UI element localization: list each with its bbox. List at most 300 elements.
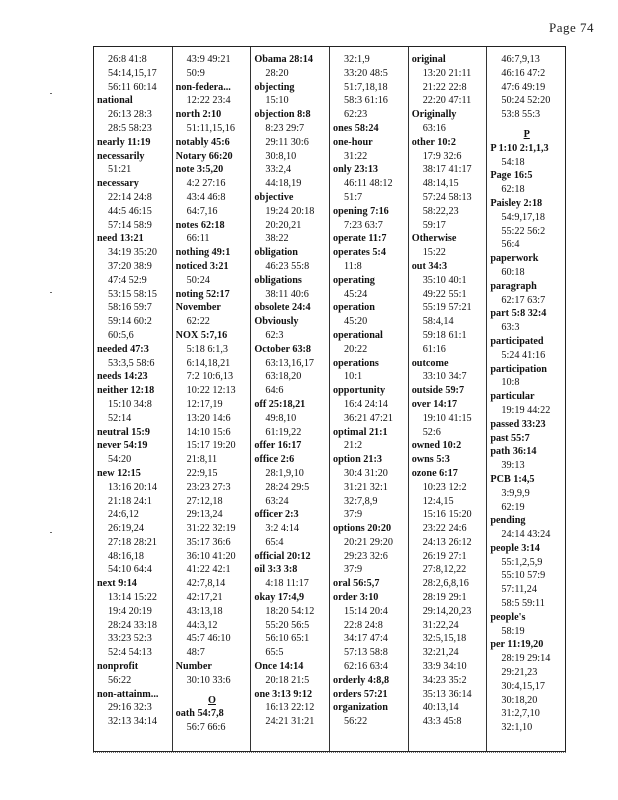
index-reference: 22:20 47:11: [422, 95, 472, 107]
index-entry: notably 45:6: [175, 136, 230, 148]
index-reference: 28:24 33:18: [108, 619, 157, 631]
index-entry: oil 3:3 3:8: [254, 564, 298, 576]
index-entry: out 34:3: [411, 260, 448, 272]
index-column-3: [251, 47, 330, 751]
index-reference: 33:2,4: [265, 164, 292, 176]
index-reference: 55:22 56:2: [501, 225, 546, 237]
index-reference: 4:18 11:17: [265, 578, 309, 590]
index-reference: 47:6 49:19: [501, 81, 546, 93]
index-entry: needs 14:23: [97, 371, 148, 383]
index-reference: 24:6,12: [108, 509, 139, 521]
index-reference: 13:14 15:22: [108, 592, 157, 604]
index-reference: 49:8,10: [265, 412, 297, 424]
index-reference: 64:6: [265, 385, 284, 397]
index-reference: 12:22 23:4: [186, 95, 231, 107]
index-reference: 62:16 63:4: [344, 661, 388, 673]
index-reference: 32:5,15,18: [422, 633, 467, 645]
index-reference: 5:18 6:1,3: [186, 343, 228, 355]
index-reference: 49:22 55:1: [422, 288, 467, 300]
index-reference: 15:14 20:4: [344, 605, 388, 617]
index-entry: owned 10:2: [411, 440, 462, 452]
index-reference: 30:4 31:20: [344, 467, 388, 479]
word-index-table: [93, 46, 566, 752]
index-entry: necessarily: [97, 150, 145, 162]
index-reference: 28:2,6,8,16: [422, 578, 469, 590]
index-reference: 31:22 32:19: [186, 523, 236, 535]
index-entry: operational: [333, 329, 383, 341]
index-reference: 54:18: [501, 156, 525, 168]
index-reference: 7:23 63:7: [344, 219, 383, 231]
index-column-6: [487, 47, 565, 751]
index-entry: participated: [490, 335, 544, 347]
index-reference: 3:2 4:14: [265, 523, 300, 535]
index-reference: 46:11 48:12: [344, 178, 393, 190]
index-reference: 27:12,18: [186, 495, 223, 507]
bottom-rule: [93, 752, 566, 753]
index-reference: 30:4,15,17: [501, 680, 545, 692]
index-reference: 50:24 52:20: [501, 95, 551, 107]
index-entry: next 9:14: [97, 578, 137, 590]
index-entry: passed 33:23: [490, 418, 546, 430]
index-entry: P 1:10 2:1,1,3: [490, 142, 549, 154]
index-entry: orderly 4:8,8: [333, 674, 390, 686]
index-entry: PCB 1:4,5: [490, 473, 535, 485]
index-reference: 38:11 40:6: [265, 288, 309, 300]
index-reference: 66:11: [186, 233, 210, 245]
index-reference: 29:14,20,23: [422, 605, 472, 617]
index-entry: opportunity: [333, 385, 386, 397]
index-reference: 40:13,14: [422, 702, 459, 714]
index-reference: 55:10 57:9: [501, 570, 546, 582]
index-reference: 55:20 56:5: [265, 619, 310, 631]
index-reference: 37:9: [344, 564, 363, 576]
section-letter: [176, 694, 249, 708]
index-reference: 45:20: [344, 316, 368, 328]
index-entry: objecting: [254, 81, 295, 93]
index-reference: 29:21,23: [501, 667, 538, 679]
index-reference: 10:1: [344, 371, 363, 383]
index-entry: other 10:2: [411, 136, 456, 148]
index-entry: outcome: [411, 357, 449, 369]
index-reference: 41:22 42:1: [186, 564, 231, 576]
index-reference: 36:10 41:20: [186, 550, 236, 562]
index-reference: 26:19,24: [108, 523, 144, 535]
index-reference: 19:10 41:15: [422, 412, 472, 424]
index-reference: 35:13 36:14: [422, 688, 472, 700]
index-reference: 54:10 64:4: [108, 564, 152, 576]
index-reference: 46:16 47:2: [501, 67, 546, 79]
index-entry: nonprofit: [97, 661, 139, 673]
index-reference: 15:10: [265, 95, 289, 107]
index-reference: 30:8,10: [265, 150, 297, 162]
index-reference: 23:22 24:6: [422, 523, 467, 535]
index-reference: 52:6: [422, 426, 441, 438]
index-reference: 24:21 31:21: [265, 716, 315, 728]
index-reference: 48:16,18: [108, 550, 144, 562]
index-reference: 63:16: [422, 122, 446, 134]
index-reference: 26:8 41:8: [108, 54, 147, 65]
index-reference: 20:20,21: [265, 219, 302, 231]
index-entry: options 20:20: [333, 523, 392, 535]
index-reference: 35:10 40:1: [422, 274, 467, 286]
index-reference: 24:14 43:24: [501, 529, 551, 541]
index-reference: 24:13 26:12: [422, 536, 472, 548]
index-reference: 28:19 29:14: [501, 653, 551, 665]
index-reference: 26:13 28:3: [108, 109, 152, 121]
index-reference: 56:22: [108, 674, 132, 686]
index-reference: 29:11 30:6: [265, 136, 309, 148]
index-reference: 32:1,9: [344, 54, 370, 65]
index-reference: 28:20: [265, 67, 289, 79]
index-reference: 16:4 24:14: [344, 398, 388, 410]
index-reference: 28:1,9,10: [265, 467, 304, 479]
index-reference: 44:5 46:15: [108, 205, 152, 217]
index-entry: noting 52:17: [175, 288, 230, 300]
index-reference: 63:24: [265, 495, 289, 507]
index-reference: 11:8: [344, 260, 362, 272]
index-reference: 4:2 27:16: [186, 178, 226, 190]
index-reference: 15:22: [422, 247, 446, 259]
index-reference: 13:16 20:14: [108, 481, 157, 493]
index-reference: 57:14 58:9: [108, 219, 152, 231]
index-reference: 48:14,15: [422, 178, 459, 190]
index-reference: 58:5 59:11: [501, 598, 545, 610]
index-entry: over 14:17: [411, 398, 458, 410]
index-reference: 47:4 52:9: [108, 274, 147, 286]
index-entry: office 2:6: [254, 454, 295, 466]
index-reference: 21:22 22:8: [422, 81, 467, 93]
index-reference: 10:22 12:13: [186, 385, 236, 397]
index-entry: per 11:19,20: [490, 639, 544, 651]
index-entry: neutral 15:9: [97, 426, 150, 438]
index-entry: obsolete 24:4: [254, 302, 311, 314]
index-reference: 65:5: [265, 647, 284, 659]
index-reference: 43:9 49:21: [186, 54, 231, 65]
index-reference: 52:14: [108, 412, 132, 424]
index-reference: 10:8: [501, 377, 520, 389]
index-entry: operating: [333, 274, 375, 286]
index-reference: 62:17 63:7: [501, 294, 546, 306]
index-reference: 48:7: [186, 647, 205, 659]
index-entry: operates 5:4: [333, 247, 386, 259]
index-reference: 62:23: [344, 109, 368, 121]
index-entry: organization: [333, 702, 388, 714]
index-reference: 53:3,5 58:6: [108, 357, 155, 369]
index-reference: 63:18,20: [265, 371, 302, 383]
index-reference: 54:14,15,17: [108, 67, 157, 79]
index-entry: part 5:8 32:4: [490, 308, 547, 320]
index-entry: particular: [490, 391, 535, 403]
index-reference: 37:9: [344, 509, 363, 521]
index-reference: 60:5,6: [108, 329, 134, 341]
index-entry: people 3:14: [490, 542, 540, 554]
index-entry: nothing 49:1: [175, 247, 231, 259]
index-entry: national: [97, 95, 133, 107]
index-entry: oath 54:7,8: [175, 708, 224, 720]
index-reference: 18:20 54:12: [265, 605, 315, 617]
margin-mark: [50, 93, 52, 94]
index-column-2: [173, 47, 252, 751]
index-reference: 45:7 46:10: [186, 633, 231, 645]
index-reference: 28:19 29:1: [422, 592, 467, 604]
index-entry: people's: [490, 611, 526, 623]
index-entry: paragraph: [490, 280, 537, 292]
index-reference: 58:16 59:7: [108, 302, 152, 314]
index-reference: 52:4 54:13: [108, 647, 152, 659]
index-entry: only 23:13: [333, 164, 379, 176]
index-reference: 59:18 61:1: [422, 329, 467, 341]
index-reference: 57:13 58:8: [344, 647, 388, 659]
index-entry: noticed 3:21: [175, 260, 229, 272]
index-entry: notes 62:18: [175, 219, 225, 231]
index-reference: 8:23 29:7: [265, 122, 305, 134]
index-reference: 26:19 27:1: [422, 550, 467, 562]
index-reference: 46:23 55:8: [265, 260, 310, 272]
index-entry: paperwork: [490, 253, 539, 265]
index-reference: 38:17 41:17: [422, 164, 472, 176]
index-reference: 32:21,24: [422, 647, 459, 659]
index-reference: 61:16: [422, 343, 446, 355]
index-entry: needed 47:3: [97, 343, 149, 355]
index-entry: oral 56:5,7: [333, 578, 380, 590]
index-reference: 7:2 10:6,13: [186, 371, 234, 383]
index-entry: note 3:5,20: [175, 164, 224, 176]
index-reference: 53:8 55:3: [501, 109, 541, 121]
index-reference: 30:10 33:6: [186, 674, 231, 686]
index-entry: orders 57:21: [333, 688, 388, 700]
index-reference: 31:22: [344, 150, 368, 162]
index-entry: path 36:14: [490, 446, 537, 458]
index-column-5: [409, 47, 488, 751]
index-reference: 43:13,18: [186, 605, 223, 617]
index-reference: 51:21: [108, 164, 132, 176]
index-entry: optimal 21:1: [333, 426, 388, 438]
index-column-4: [330, 47, 409, 751]
index-reference: 50:24: [186, 274, 210, 286]
index-reference: 65:4: [265, 536, 284, 548]
index-entry: NOX 5:7,16: [175, 329, 228, 341]
index-reference: 62:18: [501, 184, 525, 196]
index-reference: 55:19 57:21: [422, 302, 472, 314]
index-entry: objective: [254, 191, 294, 203]
index-reference: 51:7,18,18: [344, 81, 388, 93]
index-entry: owns 5:3: [411, 454, 450, 466]
index-reference: 33:23 52:3: [108, 633, 152, 645]
index-reference: 21:8,11: [186, 454, 218, 466]
index-entry: order 3:10: [333, 592, 379, 604]
index-reference: 38:22: [265, 233, 289, 245]
index-entry: Number: [175, 661, 212, 673]
index-reference: 22:9,15: [186, 467, 218, 479]
index-entry: Otherwise: [411, 233, 457, 245]
index-entry: Paisley 2:18: [490, 197, 543, 209]
index-reference: 58:3 61:16: [344, 95, 388, 107]
index-reference: 59:14 60:2: [108, 316, 152, 328]
index-reference: 54:9,17,18: [501, 211, 545, 223]
index-entry: participation: [490, 363, 547, 375]
index-entry: original: [411, 54, 446, 65]
index-reference: 33:20 48:5: [344, 67, 388, 79]
index-reference: 61:19,22: [265, 426, 302, 438]
index-reference: 62:19: [501, 501, 525, 513]
index-reference: 20:18 21:5: [265, 674, 310, 686]
index-reference: 55:1,2,5,9: [501, 556, 543, 568]
index-reference: 51:7: [344, 191, 363, 203]
index-entry: off 25:18,21: [254, 398, 306, 410]
index-entry: non-attainm...: [97, 688, 159, 700]
index-reference: 12:17,19: [186, 398, 223, 410]
index-reference: 45:24: [344, 288, 368, 300]
index-entry: okay 17:4,9: [254, 592, 305, 604]
index-reference: 32:7,8,9: [344, 495, 378, 507]
index-entry: opening 7:16: [333, 205, 389, 217]
index-reference: 15:17 19:20: [186, 440, 236, 452]
index-entry: operation: [333, 302, 375, 314]
index-reference: 27:18 28:21: [108, 536, 157, 548]
index-entry: Originally: [411, 109, 457, 121]
index-reference: 3:9,9,9: [501, 487, 530, 499]
index-reference: 21:18 24:1: [108, 495, 152, 507]
index-reference: 15:10 34:8: [108, 398, 152, 410]
index-entry: obligation: [254, 247, 298, 259]
index-reference: 13:20 21:11: [422, 67, 472, 79]
page-number-label: Page 74: [548, 20, 594, 35]
index-reference: 54:20: [108, 454, 132, 466]
index-entry: one 3:13 9:12: [254, 688, 313, 700]
index-reference: 37:20 38:9: [108, 260, 152, 272]
index-reference: 35:17 36:6: [186, 536, 231, 548]
index-reference: 33:10 34:7: [422, 371, 467, 383]
index-reference: 36:21 47:21: [344, 412, 393, 424]
index-entry: November: [175, 302, 221, 314]
index-reference: 32:13 34:14: [108, 716, 157, 728]
index-entry: obligations: [254, 274, 302, 286]
index-entry: Obama 28:14: [254, 54, 313, 65]
index-reference: 62:22: [186, 316, 210, 328]
index-reference: 28:24 29:5: [265, 481, 310, 493]
index-reference: 10:23 12:2: [422, 481, 467, 493]
index-reference: 51:11,15,16: [186, 122, 235, 134]
index-reference: 19:19 44:22: [501, 404, 551, 416]
index-entry: one-hour: [333, 136, 373, 148]
index-reference: 31:2,7,10: [501, 708, 540, 720]
index-reference: 62:3: [265, 329, 284, 341]
index-entry: never 54:19: [97, 440, 148, 452]
section-letter: [490, 128, 563, 142]
index-reference: 64:7,16: [186, 205, 218, 217]
index-entry: option 21:3: [333, 454, 382, 466]
section-letter-text: P: [523, 128, 530, 140]
index-entry: need 13:21: [97, 233, 144, 245]
index-reference: 31:22,24: [422, 619, 459, 631]
index-reference: 44:18,19: [265, 178, 302, 190]
index-reference: 29:16 32:3: [108, 702, 152, 714]
margin-mark: [50, 292, 52, 293]
index-entry: operations: [333, 357, 379, 369]
index-reference: 56:4: [501, 239, 520, 251]
index-reference: 15:16 15:20: [422, 509, 472, 521]
index-reference: 20:21 29:20: [344, 536, 393, 548]
index-reference: 22:8 24:8: [344, 619, 383, 631]
index-reference: 39:13: [501, 460, 525, 472]
index-entry: outside 59:7: [411, 385, 465, 397]
index-reference: 17:9 32:6: [422, 150, 462, 162]
index-reference: 13:20 14:6: [186, 412, 231, 424]
index-reference: 59:17: [422, 219, 446, 231]
index-reference: 56:22: [344, 716, 368, 728]
index-reference: 31:21 32:1: [344, 481, 388, 493]
index-entry: Page 16:5: [490, 170, 533, 182]
index-entry: pending: [490, 515, 526, 527]
index-reference: 19:4 20:19: [108, 605, 152, 617]
index-entry: operate 11:7: [333, 233, 387, 245]
index-entry: Obviously: [254, 316, 299, 328]
index-entry: necessary: [97, 178, 139, 190]
index-entry: nearly 11:19: [97, 136, 151, 148]
index-reference: 42:17,21: [186, 592, 223, 604]
index-entry: officer 2:3: [254, 509, 299, 521]
index-reference: 22:14 24:8: [108, 191, 152, 203]
index-reference: 57:24 58:13: [422, 191, 472, 203]
index-reference: 34:17 47:4: [344, 633, 388, 645]
index-reference: 34:19 35:20: [108, 247, 157, 259]
index-reference: 46:7,9,13: [501, 54, 540, 65]
index-entry: Notary 66:20: [175, 150, 233, 162]
index-reference: 29:23 32:6: [344, 550, 388, 562]
index-reference: 58:22,23: [422, 205, 459, 217]
index-reference: 63:3: [501, 322, 520, 334]
index-reference: 6:14,18,21: [186, 357, 231, 369]
index-entry: neither 12:18: [97, 385, 155, 397]
index-reference: 60:18: [501, 266, 525, 278]
index-reference: 58:4,14: [422, 316, 454, 328]
index-reference: 56:7 66:6: [186, 722, 226, 734]
index-entry: Once 14:14: [254, 661, 304, 673]
index-entry: October 63:8: [254, 343, 312, 355]
index-reference: 30:18,20: [501, 694, 538, 706]
index-entry: offer 16:17: [254, 440, 302, 452]
index-entry: past 55:7: [490, 432, 530, 444]
index-reference: 57:11,24: [501, 584, 537, 596]
index-reference: 28:5 58:23: [108, 122, 152, 134]
index-reference: 5:24 41:16: [501, 349, 546, 361]
index-entry: ozone 6:17: [411, 467, 458, 479]
index-reference: 44:3,12: [186, 619, 218, 631]
index-reference: 19:24 20:18: [265, 205, 315, 217]
index-column-1: [94, 47, 173, 751]
index-reference: 43:4 46:8: [186, 191, 226, 203]
index-entry: objection 8:8: [254, 109, 311, 121]
section-letter-text: O: [208, 694, 216, 706]
index-reference: 53:15 58:15: [108, 288, 157, 300]
index-reference: 14:10 15:6: [186, 426, 231, 438]
index-reference: 56:10 65:1: [265, 633, 310, 645]
index-reference: 21:2: [344, 440, 363, 452]
index-reference: 42:7,8,14: [186, 578, 226, 590]
index-reference: 23:23 27:3: [186, 481, 231, 493]
index-reference: 58:19: [501, 625, 525, 637]
index-entry: ones 58:24: [333, 122, 379, 134]
index-entry: official 20:12: [254, 550, 311, 562]
index-reference: 43:3 45:8: [422, 716, 462, 728]
margin-mark: [50, 532, 52, 533]
index-reference: 16:13 22:12: [265, 702, 315, 714]
index-reference: 27:8,12,22: [422, 564, 467, 576]
index-reference: 56:11 60:14: [108, 81, 157, 93]
index-reference: 63:13,16,17: [265, 357, 315, 369]
index-reference: 12:4,15: [422, 495, 454, 507]
index-reference: 20:22: [344, 343, 368, 355]
